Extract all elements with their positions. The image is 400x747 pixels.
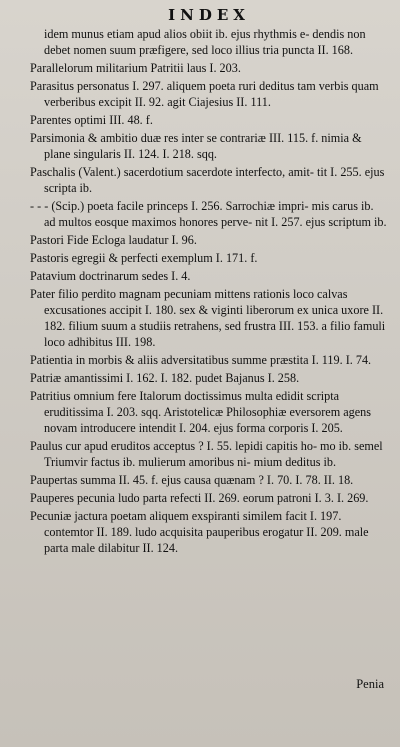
index-entry: Parentes optimi III. 48. f. bbox=[30, 113, 153, 127]
index-entry: Pecuniæ jactura poetam aliquem exspiranti similem facit I. 197. contemtor II. 189. ludo acquisita pauperibus erogatur II. 209. male parta male dilabitur II. 124. bbox=[30, 509, 369, 555]
index-entry: Parallelorum militarium Patritii laus I. 203. bbox=[30, 61, 241, 75]
index-entry: Pastoris egregii & perfecti exemplum I. 171. f. bbox=[30, 251, 258, 265]
index-entry: Paulus cur apud eruditos acceptus ? I. 55. lepidi capitis ho- mo ib. semel Triumvir factus ib. mulierum amoribus ni- mium deditus ib. bbox=[30, 439, 383, 469]
index-entry: Paupertas summa II. 45. f. ejus causa quænam ? I. 70. I. 78. II. 18. bbox=[30, 473, 354, 487]
index-entry: Patriæ amantissimi I. 162. I. 182. pudet Bajanus I. 258. bbox=[30, 371, 300, 385]
index-entry: Patavium doctrinarum sedes I. 4. bbox=[30, 269, 191, 283]
index-entry: Paschalis (Valent.) sacerdotium sacerdote interfecto, amit- tit I. 255. ejus scripta ib. bbox=[30, 165, 385, 195]
index-entry: Pauperes pecunia ludo parta refecti II. 269. eorum patroni I. 3. I. 269. bbox=[30, 491, 369, 505]
page-header: INDEX bbox=[168, 6, 250, 24]
index-entry: Parsimonia & ambitio duæ res inter se contrariæ III. 115. f. nimia & plane singularis II. 124. I. 218. sqq. bbox=[30, 131, 362, 161]
index-entry: idem munus etiam apud alios obiit ib. ejus rhythmis e- dendis non debet nomen suum præfigere, sed loco illius tria puncta II. 168. bbox=[44, 27, 366, 57]
index-entry: - - - (Scip.) poeta facile princeps I. 256. Sarrochiæ impri- mis carus ib. ad multos eosque maximos honores perve- nit I. 257. ejus scriptum ib. bbox=[30, 199, 387, 229]
index-entry: Patientia in morbis & aliis adversitatibus summe præstita I. 119. I. 74. bbox=[30, 353, 372, 367]
catchword: Penia bbox=[356, 677, 384, 691]
index-entry: Parasitus personatus I. 297. aliquem poeta ruri deditus tam verbis quam verberibus excipit II. 92. agit Ciajesius II. 111. bbox=[30, 79, 379, 109]
index-entry: Patritius omnium fere Italorum doctissimus multa edidit scripta eruditissima I. 203. sqq. Aristotelicæ Philosophiæ eversorem agens novam introducere intendit I. 204. ejus forma corporis I. 205. bbox=[30, 389, 371, 435]
index-entry: Pastori Fide Ecloga laudatur I. 96. bbox=[30, 233, 197, 247]
index-entry: Pater filio perdito magnam pecuniam mittens rationis loco calvas excusationes accipit I. 180. sex & viginti liberorum ex unica uxore II. 182. filium suum a studiis retrahens, sed frustra III. 153. a filio famuli loco adhibitus III. 198. bbox=[30, 287, 386, 349]
index-entries bbox=[30, 26, 388, 556]
